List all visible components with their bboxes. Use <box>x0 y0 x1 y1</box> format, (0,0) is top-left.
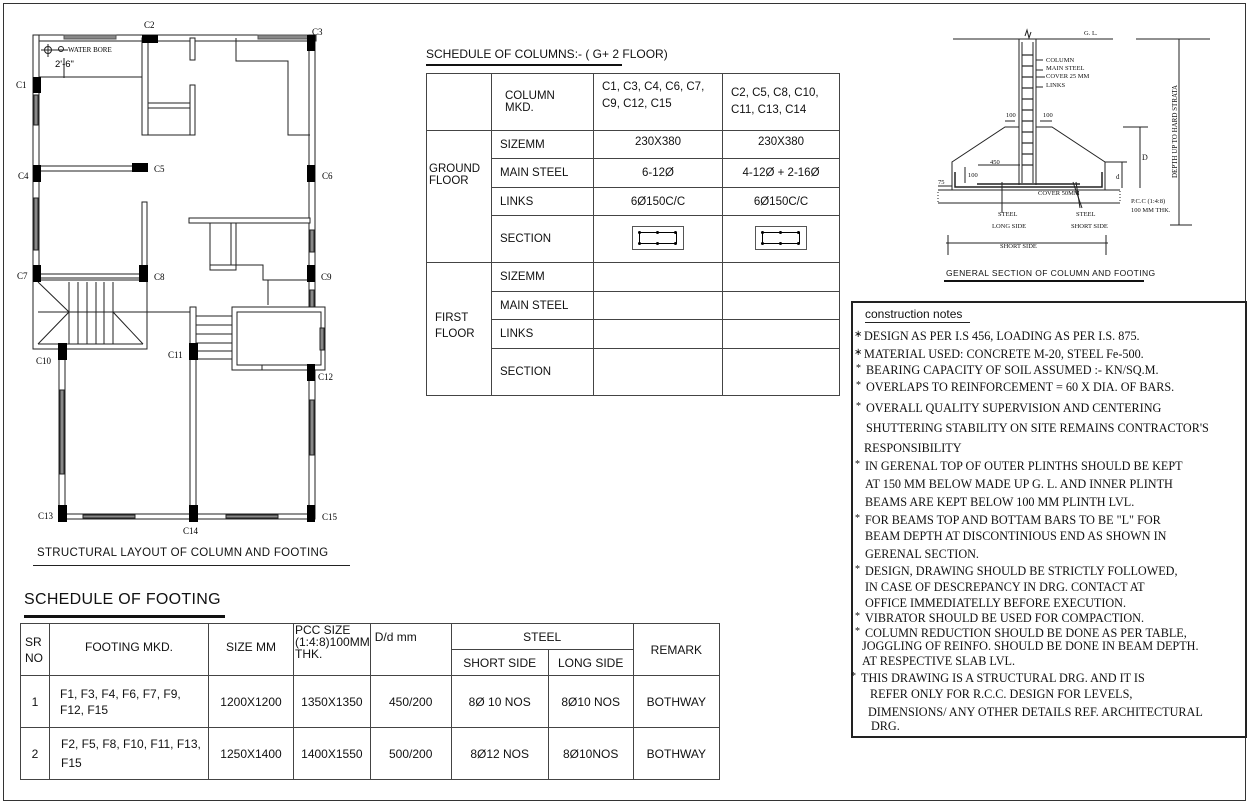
cell-value <box>594 349 723 396</box>
header-pcc: PCC SIZE (1:4:8)100MM THK. <box>294 624 371 676</box>
cell-short: 8Ø12 NOS <box>451 728 548 780</box>
svg-text:C7: C7 <box>17 271 28 281</box>
svg-text:C12: C12 <box>318 372 334 382</box>
svg-text:C13: C13 <box>38 511 54 521</box>
svg-text:P.C.C (1:4:8): P.C.C (1:4:8) <box>1131 198 1166 205</box>
svg-text:SHORT SIDE: SHORT SIDE <box>1000 243 1037 250</box>
row-label: LINKS <box>492 188 594 216</box>
floor-plan-title: STRUCTURAL LAYOUT OF COLUMN AND FOOTING <box>37 547 329 559</box>
svg-text:C5: C5 <box>154 164 165 174</box>
column-footing-section-drawing <box>930 20 1230 270</box>
svg-text:C2: C2 <box>144 20 155 30</box>
bullet-star-icon: * <box>851 671 856 682</box>
cell-size: 1200X1200 <box>209 676 294 728</box>
column-schedule-title-underline <box>426 64 622 66</box>
note-text: BEAMS ARE KEPT BELOW 100 MM PLINTH LVL. <box>865 495 1135 509</box>
note-text: BEARING CAPACITY OF SOIL ASSUMED :- KN/SQ.M. <box>866 363 1159 377</box>
table-row <box>21 728 720 780</box>
svg-text:C9: C9 <box>321 272 332 282</box>
column-schedule-title: SCHEDULE OF COLUMNS:- ( G+ 2 FLOOR) <box>426 47 668 61</box>
note-text: OFFICE IMMEDIATELLY BEFORE EXECUTION. <box>865 596 1127 610</box>
row-label: SIZEMM <box>492 263 594 292</box>
cell-mkd: F1, F3, F4, F6, F7, F9, F12, F15 <box>50 676 209 728</box>
note-text: JOGGLING OF REINFO. SHOULD BE DONE IN BEAM DEPTH. <box>862 639 1199 653</box>
cell-short: 8Ø 10 NOS <box>451 676 548 728</box>
note-line <box>865 596 1126 611</box>
cell-value <box>594 292 723 320</box>
svg-text:2'-6": 2'-6" <box>55 59 74 70</box>
svg-text:100: 100 <box>968 172 978 179</box>
section-caption-underline <box>944 280 1144 282</box>
note-text: FOR BEAMS TOP AND BOTTAM BARS TO BE "L" FOR <box>865 513 1161 527</box>
note-text: SHUTTERING STABILITY ON SITE REMAINS CONTRACTOR'S <box>866 421 1209 435</box>
bullet-star-icon: * <box>855 626 860 637</box>
note-text: BEAM DEPTH AT DISCONTINIOUS END AS SHOWN IN <box>865 529 1167 543</box>
table-row <box>21 676 720 728</box>
row-label: SECTION <box>492 349 594 396</box>
cell-remark: BOTHWAY <box>633 728 719 780</box>
note-text: GERENAL SECTION. <box>865 547 979 561</box>
note-line <box>865 477 1173 492</box>
note-line <box>868 705 1203 720</box>
cell-long: 8Ø10 NOS <box>548 676 633 728</box>
cell-sr: 1 <box>21 676 50 728</box>
header-group-a: C1, C3, C4, C6, C7, C9, C12, C15 <box>594 74 723 131</box>
row-label: SECTION <box>492 216 594 263</box>
bullet-star-icon: * <box>855 459 860 470</box>
note-line <box>856 401 1162 416</box>
note-text: OVERLAPS TO REINFORCEMENT = 60 X DIA. OF BARS. <box>866 380 1175 394</box>
svg-text:C3: C3 <box>312 27 323 37</box>
note-line <box>855 564 1178 579</box>
cell-pcc: 1400X1550 <box>294 728 371 780</box>
table-row <box>427 74 840 131</box>
header-size: SIZE MM <box>209 624 294 676</box>
footing-schedule-table <box>20 623 720 780</box>
note-text: VIBRATOR SHOULD BE USED FOR COMPACTION. <box>865 611 1145 625</box>
floor-plan-title-underline <box>33 565 350 566</box>
column-section-icon <box>632 226 684 250</box>
svg-text:COLUMN: COLUMN <box>1046 57 1075 64</box>
note-text: OVERALL QUALITY SUPERVISION AND CENTERING <box>866 401 1162 415</box>
note-line <box>865 529 1166 544</box>
cell-remark: BOTHWAY <box>633 676 719 728</box>
note-line <box>864 441 962 456</box>
svg-text:C4: C4 <box>18 171 29 181</box>
cell-value <box>594 320 723 349</box>
floor-first: FIRST FLOOR <box>427 263 492 396</box>
note-line <box>862 654 1015 669</box>
note-line <box>866 421 1209 436</box>
note-text: DRG. <box>871 719 900 733</box>
section-drawing-caption: GENERAL SECTION OF COLUMN AND FOOTING <box>946 268 1156 278</box>
bullet-star-icon: * <box>856 401 861 412</box>
note-text: AT 150 MM BELOW MADE UP G. L. AND INNER PLINTH <box>865 477 1173 491</box>
note-text: IN GERENAL TOP OF OUTER PLINTHS SHOULD BE KEPT <box>865 459 1183 473</box>
svg-text:C15: C15 <box>322 512 338 522</box>
cell-long: 8Ø10NOS <box>548 728 633 780</box>
svg-text:G. L.: G. L. <box>1084 30 1098 37</box>
note-text: AT RESPECTIVE SLAB LVL. <box>862 654 1016 668</box>
footing-title-underline <box>24 615 225 618</box>
svg-text:d: d <box>1116 173 1120 181</box>
cell-section <box>594 216 723 263</box>
svg-text:C6: C6 <box>322 171 333 181</box>
note-line <box>870 687 1132 702</box>
svg-text:COVER 50MM: COVER 50MM <box>1038 190 1080 197</box>
header-group-b: C2, C5, C8, C10, C11, C13, C14 <box>723 74 840 131</box>
note-line <box>856 363 1159 378</box>
note-text: REFER ONLY FOR R.C.C. DESIGN FOR LEVELS, <box>870 687 1133 701</box>
bullet-star-icon: ∗ <box>854 347 863 358</box>
svg-text:STEEL: STEEL <box>998 211 1018 218</box>
table-header-row <box>21 624 720 650</box>
cell-pcc: 1350X1350 <box>294 676 371 728</box>
note-text: IN CASE OF DESCREPANCY IN DRG. CONTACT AT <box>865 580 1145 594</box>
note-line <box>862 639 1199 654</box>
svg-text:MAIN STEEL: MAIN STEEL <box>1046 65 1085 72</box>
note-line <box>865 547 979 562</box>
note-text: COLUMN REDUCTION SHOULD BE DONE AS PER TABLE, <box>865 626 1187 640</box>
cell-section <box>723 216 840 263</box>
header-long-side: LONG SIDE <box>548 650 633 676</box>
note-line <box>855 611 1145 626</box>
note-line <box>854 347 1144 362</box>
note-line <box>854 329 1140 344</box>
svg-text:C10: C10 <box>36 356 52 366</box>
bullet-star-icon: ∗ <box>854 329 863 340</box>
svg-text:WATER BORE: WATER BORE <box>68 46 112 54</box>
bullet-star-icon: * <box>855 513 860 524</box>
note-text: THIS DRAWING IS A STRUCTURAL DRG. AND IT IS <box>861 671 1145 685</box>
header-short-side: SHORT SIDE <box>451 650 548 676</box>
column-section-icon <box>755 226 807 250</box>
cell-value: 6-12Ø <box>594 159 723 188</box>
svg-text:DEPTH UP TO HARD STRATA: DEPTH UP TO HARD STRATA <box>1171 84 1179 178</box>
header-footing-mkd: FOOTING MKD. <box>50 624 209 676</box>
svg-text:C8: C8 <box>154 272 165 282</box>
header-sr-no: SR NO <box>21 624 50 676</box>
cell-depth: 500/200 <box>370 728 451 780</box>
svg-text:LONG SIDE: LONG SIDE <box>992 223 1027 230</box>
footing-schedule-title: SCHEDULE OF FOOTING <box>24 591 221 608</box>
cell-mkd: F2, F5, F8, F10, F11, F13, F15 <box>50 728 209 780</box>
cell-value <box>723 263 840 292</box>
cell-value <box>723 349 840 396</box>
row-label: MAIN STEEL <box>492 292 594 320</box>
note-line <box>855 513 1161 528</box>
table-row <box>427 131 840 159</box>
structural-floor-plan <box>0 0 420 580</box>
note-text: RESPONSIBILITY <box>864 441 962 455</box>
cell-value <box>723 292 840 320</box>
header-column-mkd: COLUMN MKD. <box>492 74 594 131</box>
note-line <box>871 719 900 734</box>
cell-value: 6Ø150C/C <box>594 188 723 216</box>
note-text: DIMENSIONS/ ANY OTHER DETAILS REF. ARCHITECTURAL <box>868 705 1203 719</box>
bullet-star-icon: * <box>856 363 861 374</box>
notes-title: construction notes <box>865 307 963 321</box>
svg-text:D: D <box>1142 153 1148 162</box>
note-line <box>856 380 1175 395</box>
svg-text:STEEL: STEEL <box>1076 211 1096 218</box>
cell-value <box>594 263 723 292</box>
cell-value: 230X380 <box>723 131 840 159</box>
floor-ground: GROUND FLOOR <box>427 131 492 263</box>
note-line <box>865 495 1134 510</box>
svg-text:SHORT SIDE: SHORT SIDE <box>1071 223 1108 230</box>
svg-text:LINKS: LINKS <box>1046 82 1066 89</box>
header-steel: STEEL <box>451 624 633 650</box>
row-label: MAIN STEEL <box>492 159 594 188</box>
cell-value: 4-12Ø + 2-16Ø <box>723 159 840 188</box>
header-depth: D/d mm <box>370 624 451 676</box>
svg-text:C11: C11 <box>168 350 183 360</box>
svg-text:450: 450 <box>990 159 1000 166</box>
cell-depth: 450/200 <box>370 676 451 728</box>
svg-text:COVER 25 MM: COVER 25 MM <box>1046 73 1090 80</box>
note-text: MATERIAL USED: CONCRETE M-20, STEEL Fe-500. <box>864 347 1144 361</box>
note-line <box>855 459 1183 474</box>
column-schedule-table <box>426 73 840 396</box>
note-line <box>865 580 1145 595</box>
svg-text:C14: C14 <box>183 526 199 536</box>
note-text: DESIGN AS PER I.S 456, LOADING AS PER I.S. 875. <box>864 329 1140 343</box>
row-label: LINKS <box>492 320 594 349</box>
svg-text:75: 75 <box>938 179 945 186</box>
table-row <box>427 263 840 292</box>
header-remark: REMARK <box>633 624 719 676</box>
notes-title-underline <box>865 322 970 323</box>
note-line <box>851 671 1145 686</box>
svg-text:100 MM THK.: 100 MM THK. <box>1131 207 1171 214</box>
svg-text:100: 100 <box>1043 112 1053 119</box>
svg-text:100: 100 <box>1006 112 1016 119</box>
row-label: SIZEMM <box>492 131 594 159</box>
bullet-star-icon: * <box>855 611 860 622</box>
cell-value: 6Ø150C/C <box>723 188 840 216</box>
cell-value <box>723 320 840 349</box>
bullet-star-icon: * <box>855 564 860 575</box>
cell-size: 1250X1400 <box>209 728 294 780</box>
note-text: DESIGN, DRAWING SHOULD BE STRICTLY FOLLOWED, <box>865 564 1178 578</box>
svg-text:C1: C1 <box>16 80 27 90</box>
cell-sr: 2 <box>21 728 50 780</box>
cell-value: 230X380 <box>594 131 723 159</box>
bullet-star-icon: * <box>856 380 861 391</box>
